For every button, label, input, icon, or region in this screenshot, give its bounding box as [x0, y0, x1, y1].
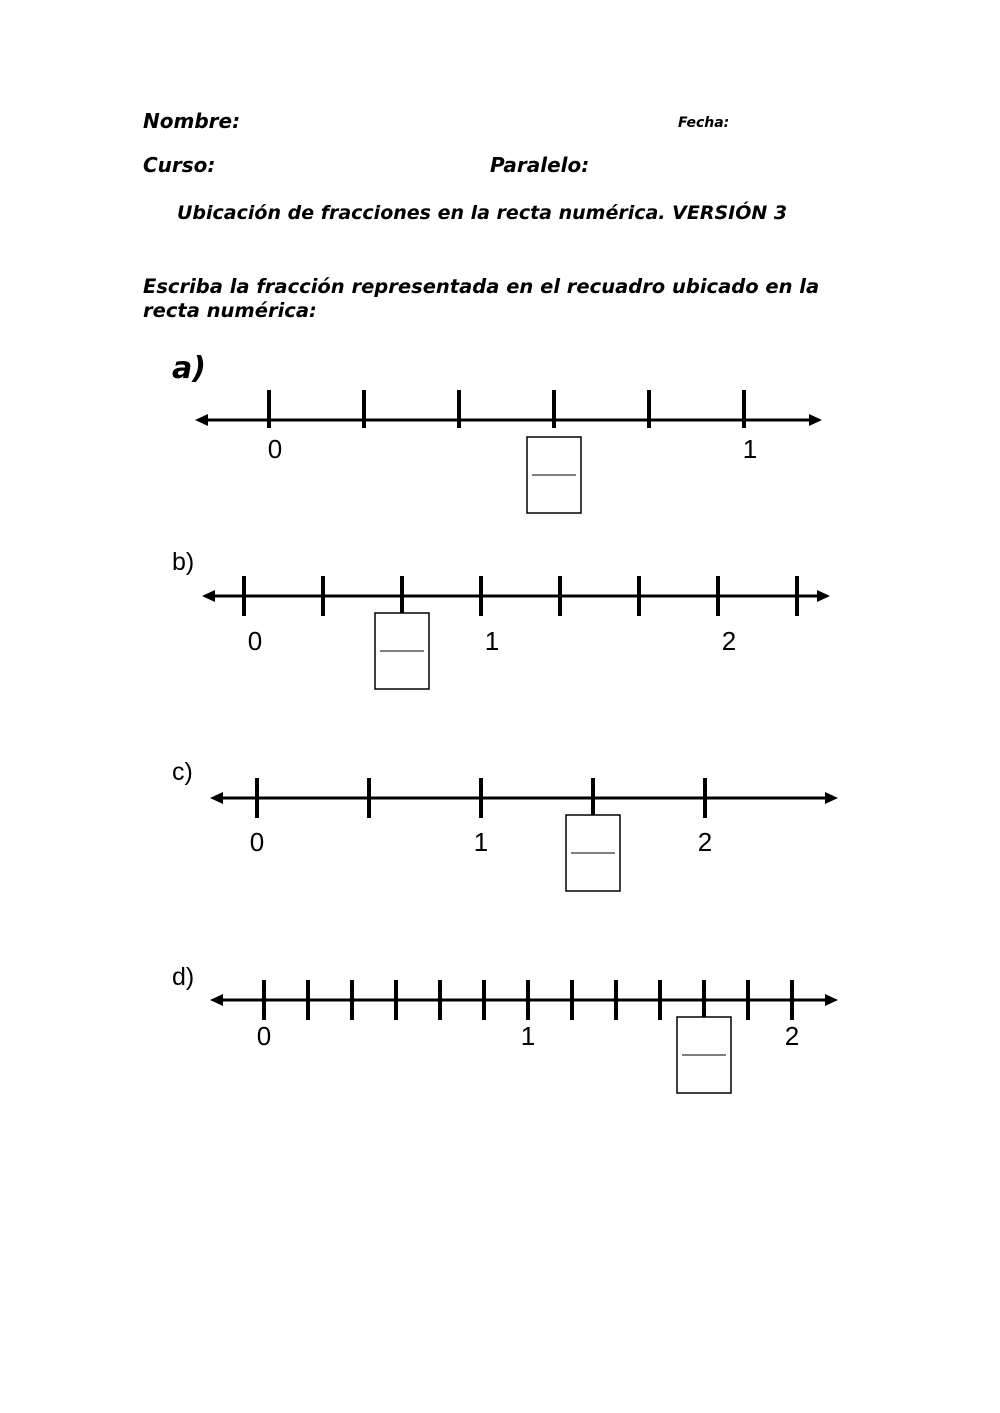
arrowhead-right-icon [817, 590, 830, 602]
arrowhead-right-icon [825, 994, 838, 1006]
instruction-text: Escriba la fracción representada en el recuadro ubicado en la recta numérica: [143, 275, 820, 322]
tick-label: 0 [267, 434, 283, 464]
tick-label: 1 [742, 434, 758, 464]
tick-label: 1 [520, 1021, 536, 1051]
tick-label: 1 [473, 827, 489, 857]
tick-label: 2 [721, 626, 737, 656]
curso-label: Curso: [143, 153, 216, 177]
tick-label: 0 [256, 1021, 272, 1051]
arrowhead-right-icon [809, 414, 822, 426]
tick-label: 2 [784, 1021, 800, 1051]
exercise-label: c) [172, 758, 193, 786]
arrowhead-left-icon [210, 994, 223, 1006]
tick-label: 1 [484, 626, 500, 656]
fecha-label: Fecha: [678, 115, 730, 131]
arrowhead-left-icon [210, 792, 223, 804]
arrowhead-right-icon [825, 792, 838, 804]
tick-label: 2 [697, 827, 713, 857]
paralelo-label: Paralelo: [490, 153, 590, 177]
arrowhead-left-icon [202, 590, 215, 602]
tick-label: 0 [247, 626, 263, 656]
exercise-label: b) [172, 548, 195, 576]
arrowhead-left-icon [195, 414, 208, 426]
tick-label: 0 [249, 827, 265, 857]
worksheet-title: Ubicación de fracciones en la recta numérica. VERSIÓN 3 [177, 202, 788, 224]
exercise-label: a) [172, 351, 206, 386]
nombre-label: Nombre: [143, 109, 241, 133]
exercise-label: d) [172, 963, 195, 991]
